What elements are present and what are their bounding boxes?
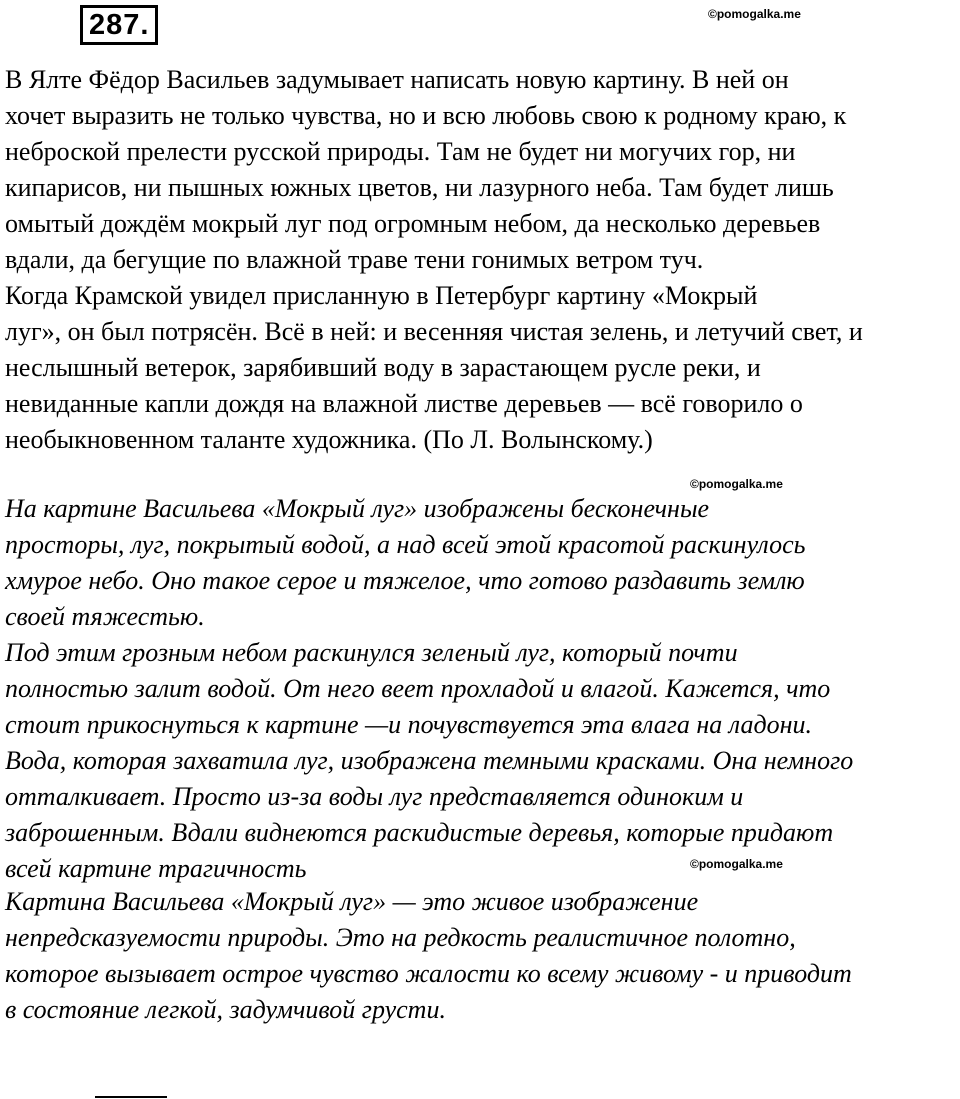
source-text-line: Когда Крамской увидел присланную в Петербург картину «Мокрый bbox=[5, 281, 758, 310]
answer-text-line: Под этим грозным небом раскинулся зеленый луг, который почти bbox=[5, 638, 738, 667]
answer-text-line: всей картине трагичность bbox=[5, 854, 307, 883]
answer-text-line: отталкивает. Просто из-за воды луг представляется одиноким и bbox=[5, 782, 744, 811]
answer-text-line: непредсказуемости природы. Это на редкость реалистичное полотно, bbox=[5, 923, 796, 952]
source-text-line: хочет выразить не только чувства, но и всю любовь свою к родному краю, к bbox=[5, 101, 847, 130]
exercise-number: 287. bbox=[80, 5, 158, 45]
watermark: ©pomogalka.me bbox=[690, 857, 783, 871]
source-text-line: В Ялте Фёдор Васильев задумывает написать новую картину. В ней он bbox=[5, 65, 789, 94]
answer-text-line: просторы, луг, покрытый водой, а над всей этой красотой раскинулось bbox=[5, 530, 806, 559]
source-text-line: омытый дождём мокрый луг под огромным небом, да несколько деревьев bbox=[5, 209, 821, 238]
answer-text-line: На картине Васильева «Мокрый луг» изображены бесконечные bbox=[5, 494, 710, 523]
answer-text-line: хмурое небо. Оно такое серое и тяжелое, что готово раздавить землю bbox=[5, 566, 805, 595]
answer-text-line: в состояние легкой, задумчивой грусти. bbox=[5, 995, 446, 1024]
source-text-line: кипарисов, ни пышных южных цветов, ни лазурного неба. Там будет лишь bbox=[5, 173, 834, 202]
source-text-line: луг», он был потрясён. Всё в ней: и весенняя чистая зелень, и летучий свет, и bbox=[5, 317, 863, 346]
source-text-line: невиданные капли дождя на влажной листве деревьев — всё говорило о bbox=[5, 389, 803, 418]
source-text-line: вдали, да бегущие по влажной траве тени гонимых ветром туч. bbox=[5, 245, 704, 274]
answer-text-line: Картина Васильева «Мокрый луг» — это живое изображение bbox=[5, 887, 699, 916]
answer-text-line: стоит прикоснуться к картине —и почувствуется эта влага на ладони. bbox=[5, 710, 813, 739]
source-text-line: неброской прелести русской природы. Там не будет ни могучих гор, ни bbox=[5, 137, 796, 166]
answer-text-line: заброшенным. Вдали виднеются раскидистые деревья, которые придают bbox=[5, 818, 834, 847]
source-text-line: необыкновенном таланте художника. (По Л. Волынскому.) bbox=[5, 425, 653, 454]
answer-text-line: полностью залит водой. От него веет прохладой и влагой. Кажется, что bbox=[5, 674, 831, 703]
watermark: ©pomogalka.me bbox=[708, 7, 801, 21]
footnote-rule bbox=[95, 1096, 167, 1098]
answer-text-line: Вода, которая захватила луг, изображена темными красками. Она немного bbox=[5, 746, 854, 775]
answer-text-line: своей тяжестью. bbox=[5, 602, 205, 631]
source-text-line: неслышный ветерок, зарябивший воду в зарастающем русле реки, и bbox=[5, 353, 761, 382]
watermark: ©pomogalka.me bbox=[690, 477, 783, 491]
answer-text-line: которое вызывает острое чувство жалости ко всему живому - и приводит bbox=[5, 959, 852, 988]
